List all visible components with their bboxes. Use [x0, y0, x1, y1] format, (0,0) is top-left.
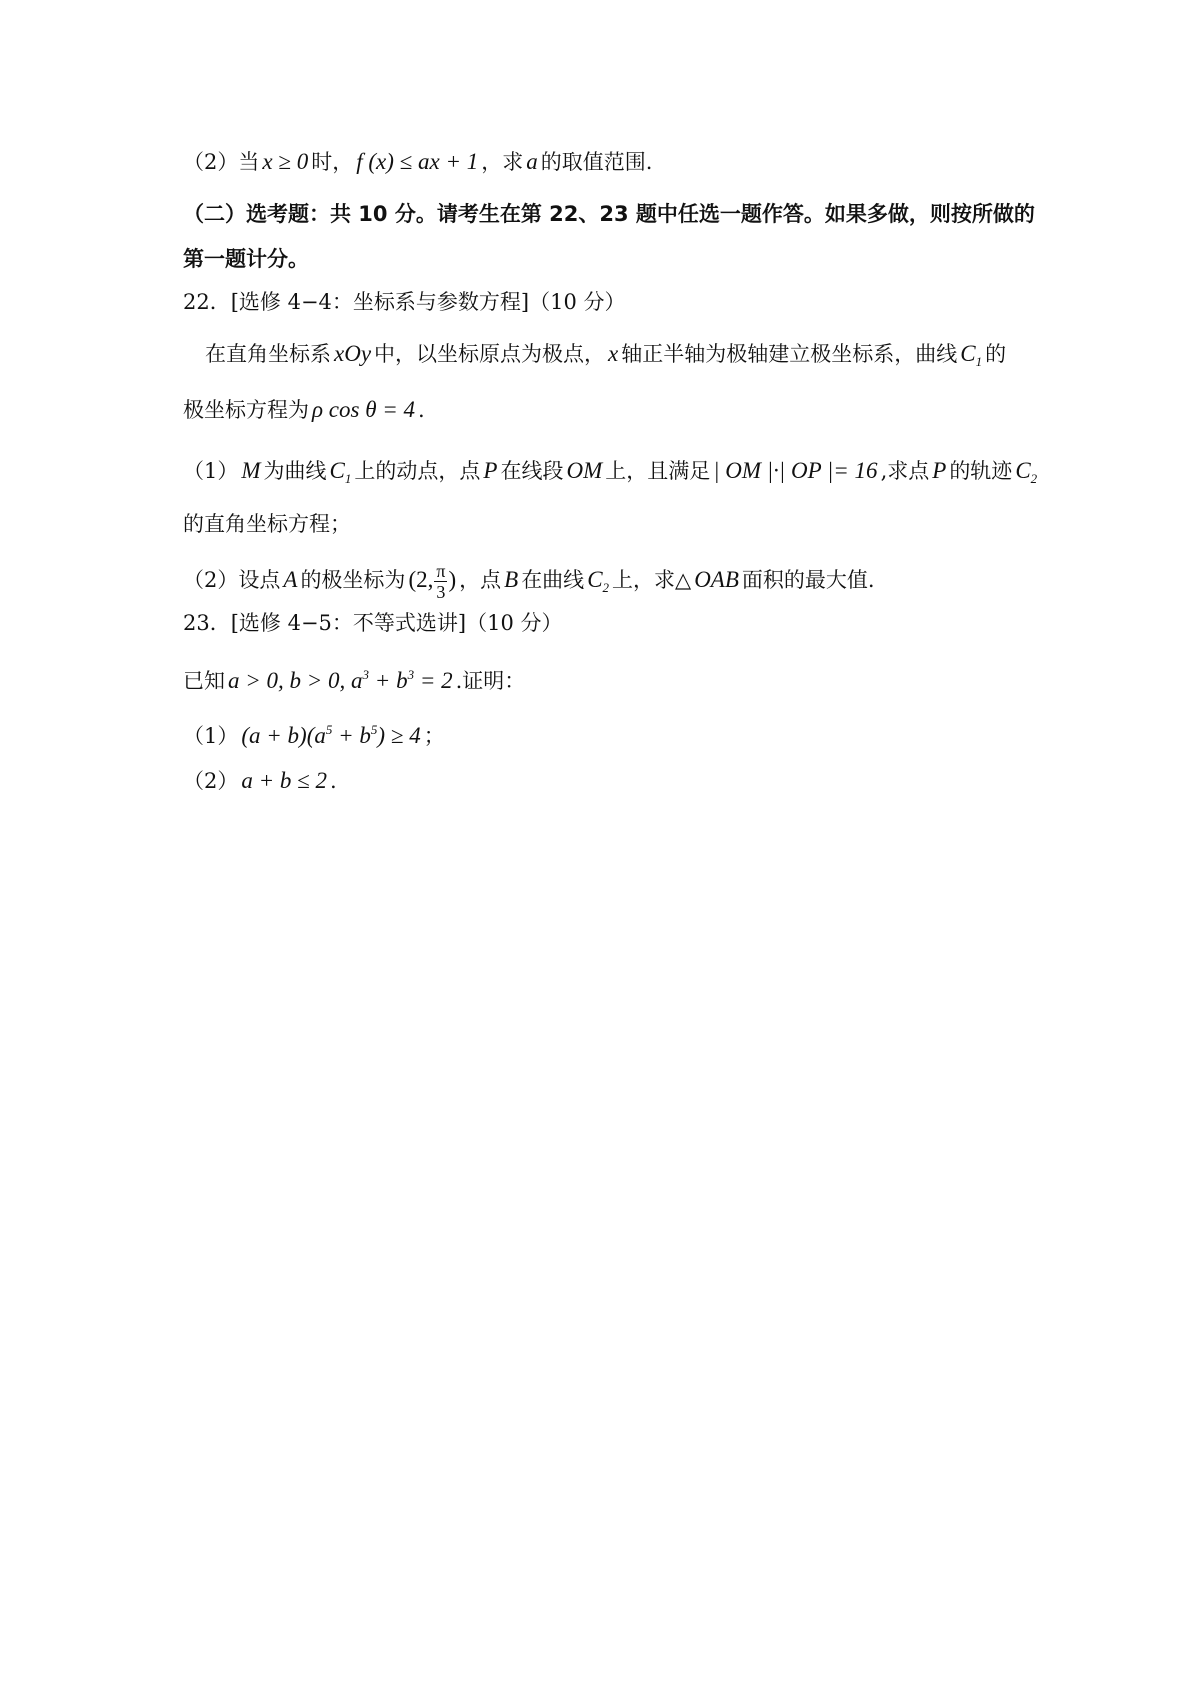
q22-p2-close: ): [448, 567, 457, 592]
q22-p2-text-c: ，点: [459, 568, 502, 592]
q23-given-eq-part1: a > 0, b > 0, a: [228, 668, 363, 693]
q22-p2-text-d: 在曲线: [521, 568, 585, 592]
q22-p2-fraction-num: π: [436, 561, 446, 581]
q22-intro-text-d: 的: [985, 342, 1007, 366]
q23-given-equation: [228, 668, 453, 693]
q21-part2-condition: x ≥ 0: [262, 149, 309, 174]
q22-title: 22．[选修 4−4：坐标系与参数方程]（10 分）: [183, 290, 626, 314]
q23-p1-exp1: 5: [325, 722, 333, 737]
q22-p2-fraction-den: 3: [436, 582, 446, 602]
q23-given-eq-part2: + b: [369, 668, 408, 693]
q23-given-eq-part3: = 2: [414, 668, 453, 693]
q21-part2-line: [183, 147, 1050, 177]
q22-p1-label: （1）: [183, 459, 239, 483]
q22-part1-line1: [183, 456, 1050, 494]
q23-p1-eq-part1: (a + b)(a: [241, 723, 326, 748]
q22-p1-text-c: 上的动点，点: [354, 459, 481, 483]
q22-intro-xoy: xOy: [334, 341, 372, 366]
q23-title: 23．[选修 4−5：不等式选讲]（10 分）: [183, 611, 563, 635]
q23-p1-exp2: 5: [370, 722, 378, 737]
q22-p1-text-g: 的轨迹: [949, 459, 1013, 483]
q22-p2-text-f: 面积的最大值.: [741, 568, 875, 592]
q22-p2-fraction: [434, 561, 447, 602]
q22-intro-text-c: 轴正半轴为极轴建立极坐标系，曲线: [621, 342, 958, 366]
q23-p2-label: （2）: [183, 769, 239, 793]
q22-p1-text-b: 为曲线: [263, 459, 327, 483]
q22-part1-line2: 的直角坐标方程；: [183, 512, 351, 536]
q22-intro2-text-a: 极坐标方程为: [183, 398, 309, 422]
q22-p1-P2: P: [932, 458, 947, 483]
q23-p1-label: （1）: [183, 724, 239, 748]
q22-intro-text-b: 中，以坐标原点为极点，: [374, 342, 606, 366]
q22-p2-B: B: [504, 567, 519, 592]
q22-p2-text-a: （2）设点: [183, 568, 281, 592]
q22-p2-A: A: [283, 567, 298, 592]
q22-p1-text-d: 在线段: [500, 459, 564, 483]
q23-p1-eq-part3: ) ≥ 4: [377, 723, 421, 748]
q21-part2-inequality: f (x) ≤ ax + 1: [356, 149, 479, 174]
q22-part2-line: [183, 561, 1050, 603]
q22-p1-M: M: [241, 458, 261, 483]
q22-intro2-text-b: .: [418, 398, 425, 422]
q23-p2-inequality: a + b ≤ 2: [241, 768, 328, 793]
q22-p2-curve-c2-letter: C: [587, 567, 603, 592]
q22-p2-curve-c2: [587, 567, 610, 595]
q22-p1-curve-c1-sub: 1: [344, 471, 352, 486]
q23-part2-line: [183, 766, 1050, 796]
q22-intro-curve-c-sub: 1: [975, 354, 983, 369]
q22-p2-text-e: 上，求△: [612, 568, 692, 592]
q23-p1-end: ；: [423, 724, 445, 748]
section-header-line1: （二）选考题：共 10 分。请考生在第 22、23 题中任选一题作答。如果多做，则按所做的: [183, 202, 1035, 226]
q22-p1-curve-c2-letter: C: [1015, 458, 1031, 483]
q22-p1-OM: OM: [566, 458, 603, 483]
q22-p1-curve-c1-letter: C: [329, 458, 345, 483]
q23-p1-inequality: [241, 723, 420, 748]
q22-p1-equation: | OM |·| OP |= 16: [713, 458, 878, 483]
q21-part2-var: a: [526, 149, 538, 174]
q23-given-text-a: 已知: [183, 669, 225, 693]
q22-p1-curve-c1: [329, 458, 352, 486]
q22-intro-curve-c: [960, 341, 983, 369]
q22-p2-open: (2,: [408, 567, 434, 592]
q22-polar-equation: ρ cos θ = 4: [312, 397, 416, 422]
q22-p1-P: P: [483, 458, 498, 483]
q22-intro-x: x: [608, 341, 619, 366]
q22-intro-text-a: 在直角坐标系: [205, 342, 331, 366]
q22-p1-text-e: 上，且满足: [605, 459, 711, 483]
q21-part2-mid2: ，求: [481, 150, 524, 174]
q23-p1-eq-part2: + b: [332, 723, 371, 748]
q22-p1-text-f: ,求点: [880, 459, 930, 483]
q23-given-exp2: 3: [407, 667, 415, 682]
q22-p2-text-b: 的极坐标为: [300, 568, 406, 592]
q21-part2-prefix: （2）当: [183, 150, 260, 174]
q22-intro-line2: [183, 395, 1050, 425]
q21-part2-mid: 时，: [311, 150, 354, 174]
q23-given-exp1: 3: [362, 667, 370, 682]
q22-intro-line1: [205, 339, 1050, 377]
q21-part2-suffix: 的取值范围.: [540, 150, 653, 174]
q23-given-line: [183, 660, 1050, 696]
q23-given-text-b: .证明：: [455, 669, 526, 693]
q22-p1-curve-c2: [1015, 458, 1038, 486]
q22-p1-curve-c2-sub: 2: [1030, 471, 1038, 486]
q23-p2-end: .: [330, 769, 337, 793]
q23-part1-line: [183, 715, 1050, 751]
section-header-line2: 第一题计分。: [183, 247, 309, 271]
q22-p2-OAB: OAB: [694, 567, 739, 592]
q22-intro-curve-c-letter: C: [960, 341, 976, 366]
q22-p2-curve-c2-sub: 2: [602, 580, 610, 595]
